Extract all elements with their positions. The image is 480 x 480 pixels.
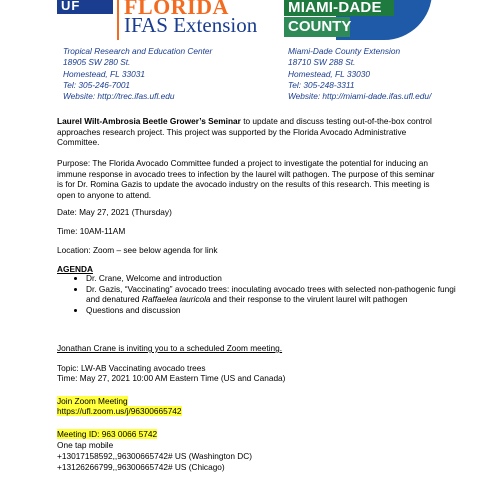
topic-line: Topic: LW-AB Vaccinating avocado trees — [57, 363, 206, 373]
trec-city: Homestead, FL 33031 — [63, 68, 145, 79]
agenda-heading: AGENDA — [57, 264, 93, 274]
meeting-time-line: Time: May 27, 2021 10:00 AM Eastern Time (US and Canada) — [57, 373, 286, 383]
one-tap-number-chicago[interactable]: +13126266799,,96300665742# US (Chicago) — [57, 462, 225, 472]
county-logo-box — [284, 17, 350, 37]
trec-address-block — [63, 46, 212, 102]
md-phone: Tel: 305-248-3311 — [288, 79, 355, 90]
ifas-extension-wordmark: IFAS Extension — [124, 13, 258, 37]
one-tap-label: One tap mobile — [57, 440, 114, 450]
trec-website-link[interactable]: Website: http://trec.ifas.ufl.edu — [63, 91, 175, 102]
agenda-item2-text-b: and their response to the virulent laurel wilt pathogen — [210, 294, 408, 304]
agenda-item2-species: Raffaelea lauricola — [141, 294, 211, 304]
location-line: Location: Zoom – see below agenda for link — [57, 245, 218, 255]
logo-divider — [117, 0, 119, 40]
miami-dade-address-block — [288, 46, 431, 102]
uf-florida-wordmark: FLORIDA — [124, 0, 229, 19]
join-zoom-url[interactable] — [57, 406, 182, 417]
meeting-id-text: Meeting ID: 963 0066 5742 — [57, 429, 158, 439]
uf-mark-text: UF — [61, 0, 81, 13]
seminar-title: Laurel Wilt-Ambrosia Beetle Grower’s Seminar — [57, 116, 241, 126]
seminar-text: to update and discuss testing out-of-the-box control approaches research project. This project was supported by the Florida Avocado Administrative Committee. — [57, 116, 432, 147]
md-street: 18710 SW 288 St. — [288, 57, 356, 68]
seminar-intro — [57, 116, 435, 148]
time-line: Time: 10AM-11AM — [57, 226, 126, 236]
join-zoom-label-text: Join Zoom Meeting — [57, 396, 128, 406]
trec-street: 18905 SW 280 St. — [63, 57, 131, 68]
trec-phone: Tel: 305-246-7001 — [63, 79, 131, 90]
trec-name: Tropical Research and Education Center — [63, 46, 213, 56]
agenda-item2-text-a: Dr. Gazis, “Vaccinating” avocado trees: inoculating avocado trees with selected non-pathogenic fungi and denatured — [86, 283, 456, 304]
agenda-list — [57, 273, 466, 315]
md-name: Miami-Dade County Extension — [288, 46, 401, 56]
purpose-paragraph: Purpose: The Florida Avocado Committee funded a project to investigate the potential for inducing an immune response in avocado trees to infection by the laurel wilt pathogen. The purpose of this seminar is for Dr. Romina Gazis to update the avocado industry on the results of this research. This meeting is open to anyone to attend. — [57, 158, 435, 200]
agenda-item-vaccinating — [86, 284, 466, 305]
county-wordmark: COUNTY — [288, 18, 352, 35]
meeting-id-line — [57, 429, 157, 440]
date-line: Date: May 27, 2021 (Thursday) — [57, 207, 172, 217]
zoom-invite-line: Jonathan Crane is inviting you to a scheduled Zoom meeting. — [57, 343, 283, 353]
agenda-item-welcome: • Dr. Crane, Welcome and introduction — [86, 273, 466, 284]
miami-dade-wordmark: MIAMI-DADE — [288, 0, 382, 16]
agenda-item-questions: • Questions and discussion — [86, 305, 466, 316]
one-tap-number-dc[interactable]: +13017158592,,96300665742# US (Washington DC) — [57, 451, 253, 461]
uf-logo-mark — [57, 0, 113, 14]
join-zoom-url-link[interactable]: https://ufl.zoom.us/j/96300665742 — [57, 406, 182, 416]
join-zoom-label — [57, 396, 128, 407]
md-website-link[interactable]: Website: http://miami-dade.ifas.ufl.edu/ — [288, 91, 432, 102]
md-city: Homestead, FL 33030 — [288, 68, 370, 79]
miami-dade-logo-banner — [284, 0, 394, 16]
